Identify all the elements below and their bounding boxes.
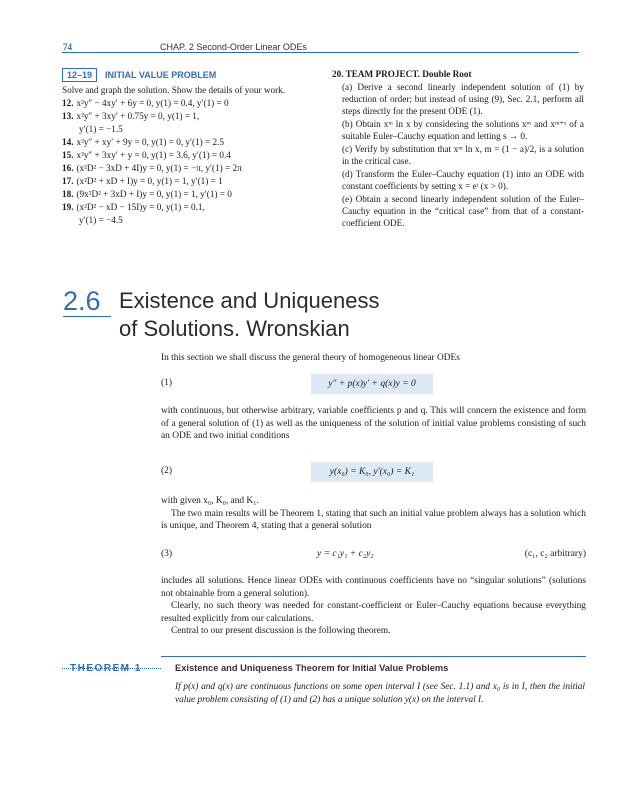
team-part-a: (a) Derive a second linearly independent solution of (1) by reduction of order; but instead of using (9), Sec. 2.1, perform all steps directly for the present ODE (1).: [342, 82, 584, 116]
equation-2: [161, 462, 586, 482]
problem-item: 15. x²y″ + 3xy′ + y = 0, y(1) = 3.6, y′(1) = 0.4: [62, 150, 231, 160]
problem-list: [62, 97, 324, 227]
header-rule: [62, 52, 579, 53]
problem-item: 13. x²y″ + 3xy′ + 0.75y = 0, y(1) = 1,: [62, 111, 200, 121]
team-part-d: (d) Transform the Euler–Cauchy equation (1) into an ODE with constant coefficients by setting x = eᵗ (x > 0).: [342, 169, 584, 191]
problem-item: 12. x²y″ − 4xy′ + 6y = 0, y(1) = 0.4, y′(1) = 0: [62, 98, 229, 108]
section-title-line2: of Solutions. Wronskian: [119, 316, 350, 341]
problem-item: 18. (9x²D² + 3xD + I)y = 0, y(1) = 1, y′(1) = 0: [62, 189, 232, 199]
team-part-b: (b) Obtain xᵐ ln x by considering the solutions xᵐ and xᵐ⁺ˢ of a suitable Euler–Cauchy equation and letting s → 0.: [342, 119, 584, 141]
team-part-e: (e) Obtain a second linearly independent solution of the Euler–Cauchy equation in the “critical case” from that of a constant-coefficient ODE.: [342, 194, 584, 228]
equation-number: (2): [161, 466, 173, 476]
team-part-c: (c) Verify by substitution that xᵐ ln x, m = (1 − a)/2, is a solution in the critical case.: [342, 144, 584, 166]
section-title-line1: Existence and Uniqueness: [119, 288, 380, 313]
equation-1: [161, 374, 586, 394]
running-head: CHAP. 2 Second-Order Linear ODEs: [160, 42, 307, 52]
theorem-rule: [161, 656, 586, 657]
equation-text: y = c₁y₁ + c₂y₂: [317, 549, 374, 559]
equation-note: (c₁, c₂ arbitrary): [524, 549, 586, 559]
page-number: 74: [63, 42, 72, 52]
equation-box: y(x₀) = K₀, y′(x₀) = K₁: [311, 462, 433, 482]
theorem-title: Existence and Uniqueness Theorem for Initial Value Problems: [175, 663, 449, 673]
paragraph-2: with continuous, but otherwise arbitrary, variable coefficients p and q. This will concern the existence and form of a general solution of (1) as well as the uniqueness of the solution of initial value problems consisting of such an ODE and two initial conditions: [161, 406, 586, 441]
theorem-statement: If p(x) and q(x) are continuous functions on some open interval I (see Sec. 1.1) and x₀ is in I, then the initial value problem consisting of (1) and (2) has a unique solution y(x) on the interval I.: [175, 682, 585, 705]
team-project-title: 20. TEAM PROJECT. Double Root: [332, 69, 472, 79]
section-rule: [63, 316, 111, 317]
problem-instruction: Solve and graph the solution. Show the details of your work.: [62, 85, 286, 95]
page-header: [0, 0, 639, 55]
equation-3: [161, 545, 586, 565]
equation-number: (3): [161, 549, 173, 559]
problem-set-title: INITIAL VALUE PROBLEM: [105, 69, 217, 80]
equation-box: y″ + p(x)y′ + q(x)y = 0: [311, 374, 433, 394]
problem-set: [62, 68, 324, 227]
section-number: 2.6: [63, 286, 101, 316]
intro-paragraph: In this section we shall discuss the general theory of homogeneous linear ODEs: [161, 353, 460, 363]
problem-item: 17. (x²D² + xD + I)y = 0, y(1) = 1, y′(1) = 1: [62, 176, 223, 186]
paragraph-4: includes all solutions. Hence linear ODEs with continuous coefficients have no “singular solutions” (solutions not obtainable from a general solution). Clearly, no such theory was needed for constant-coefficient or Euler–Cauchy equations because everything resulted explicitly from our calculations. Central to our present discussion is the following theorem.: [161, 576, 586, 636]
team-project: [332, 68, 584, 230]
problem-item: 16. (x²D² − 3xD + 4I)y = 0, y(1) = −π, y′(1) = 2π: [62, 163, 242, 173]
problem-item: 14. x²y″ + xy′ + 9y = 0, y(1) = 0, y′(1) = 2.5: [62, 137, 224, 147]
theorem-label: THEOREM 1: [70, 663, 142, 674]
problem-item-continuation: y′(1) = −4.5: [79, 215, 123, 225]
problem-range: 12–19: [62, 68, 97, 82]
paragraph-3: with given x₀, K₀, and K₁. The two main results will be Theorem 1, stating that such an initial value problem always has a solution which is unique, and Theorem 4, stating that a general solution: [161, 496, 586, 531]
equation-number: (1): [161, 378, 173, 388]
problem-item-continuation: y′(1) = −1.5: [79, 124, 123, 134]
problem-item: 19. (x²D² − xD − 15I)y = 0, y(1) = 0.1,: [62, 202, 205, 212]
